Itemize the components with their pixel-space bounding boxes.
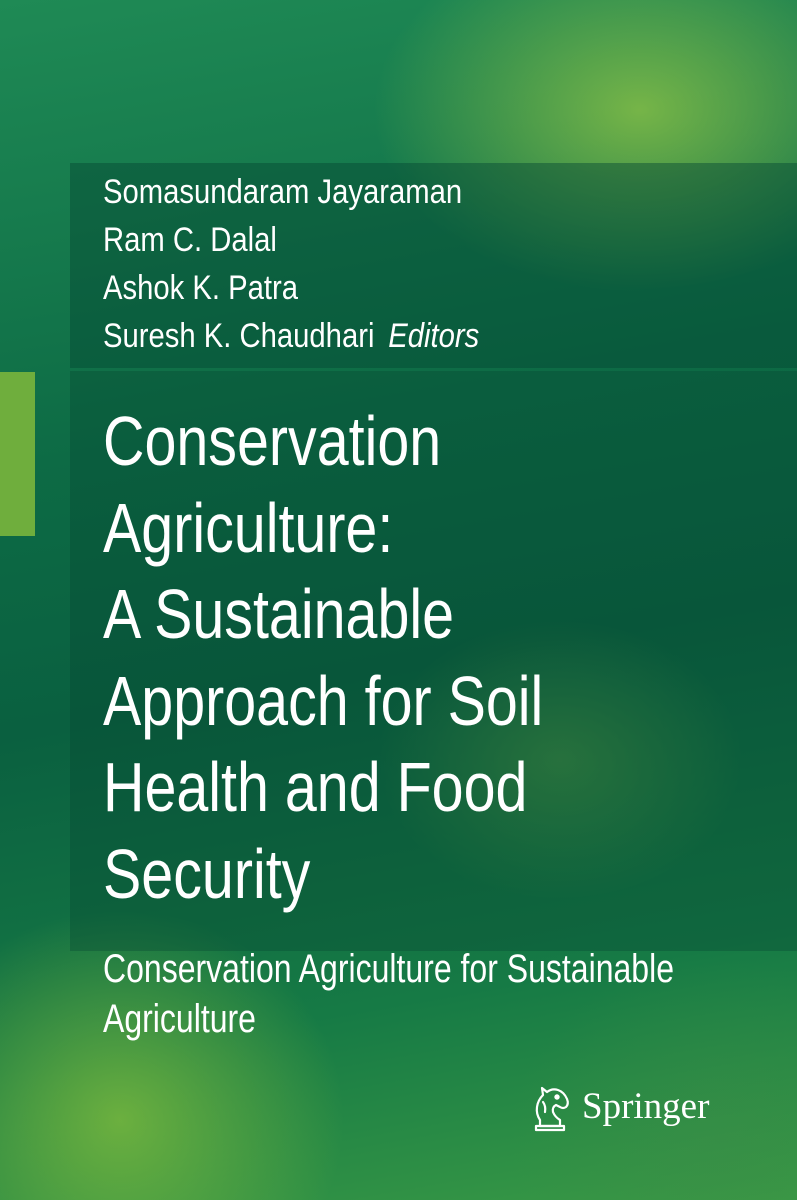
publisher-name: Springer [582,1085,710,1127]
editor-name: Ram C. Dalal [103,221,277,259]
editor-role: Editors [388,317,480,355]
title-line: A Sustainable [103,575,455,653]
title-line: Approach for Soil [103,661,544,740]
title-line: Health and Food [103,748,528,826]
editor-name: Somasundaram Jayaraman [103,173,463,211]
editor-name: Ashok K. Patra [103,269,299,307]
book-title [103,398,543,917]
editor-name-with-role [103,312,479,360]
title-line: Conservation [103,402,442,480]
subtitle-line: Agriculture [103,997,256,1041]
book-subtitle [103,944,674,1044]
subtitle-line: Conservation Agriculture for Sustainable [103,947,674,991]
accent-bar [0,372,35,536]
editor-name: Suresh K. Chaudhari [103,317,375,355]
publisher-logo [528,1078,709,1134]
title-line: Security [103,834,311,913]
editor-list [103,168,479,360]
chess-knight-icon [528,1080,574,1132]
title-line: Agriculture: [103,488,394,567]
